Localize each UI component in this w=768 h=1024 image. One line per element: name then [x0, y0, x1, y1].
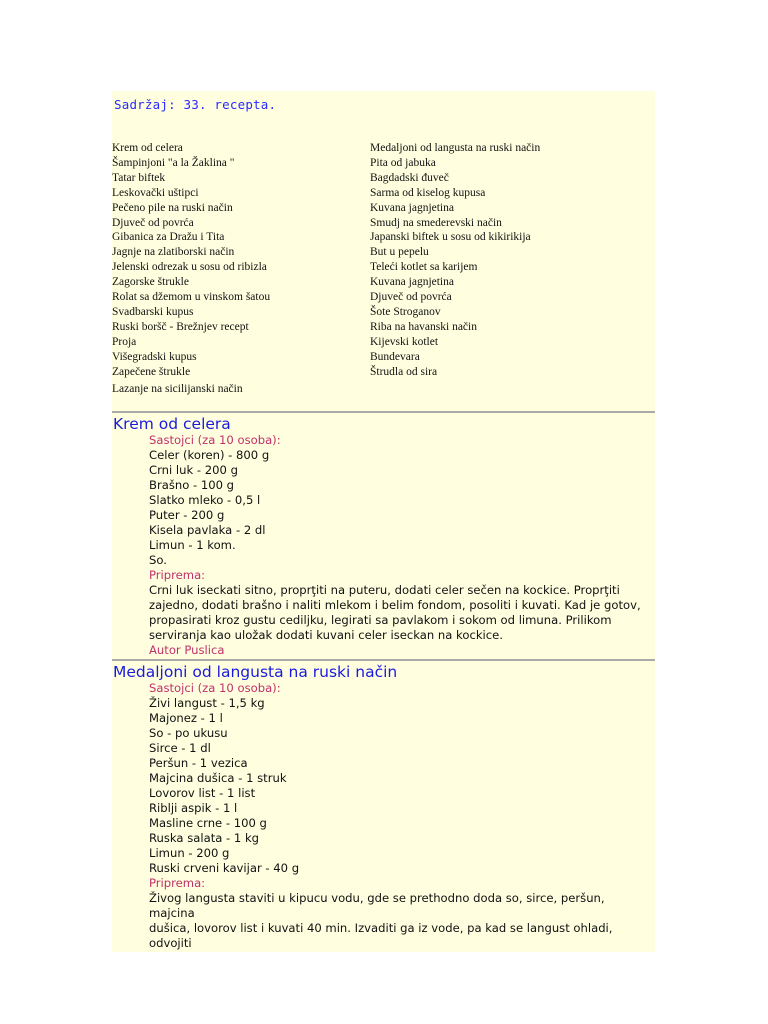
toc-link[interactable]: Kuvana jagnjetina: [370, 276, 454, 289]
ingredient-line: Slatko mleko - 0,5 l: [149, 493, 261, 507]
ingredient-line: Lovorov list - 1 list: [149, 786, 256, 800]
toc-link[interactable]: Zagorske štrukle: [112, 276, 189, 289]
toc-link[interactable]: Lazanje na sicilijanski način: [112, 382, 243, 395]
recipe-section: [112, 413, 655, 659]
ingredient-line: Majonez - 1 l: [149, 711, 223, 725]
ingredient-line: Ruska salata - 1 kg: [149, 831, 260, 845]
ingredient-line: Kisela pavlaka - 2 dl: [149, 523, 266, 537]
table-of-contents: [112, 91, 655, 411]
toc-link[interactable]: Svadbarski kupus: [112, 305, 194, 318]
toc-link[interactable]: Kijevski kotlet: [370, 335, 439, 348]
toc-link[interactable]: Jagnje na zlatiborski način: [112, 246, 235, 259]
ingredient-line: Majcina dušica - 1 struk: [149, 771, 287, 785]
toc-left-column: [112, 141, 370, 396]
prep-label: Priprema:: [149, 876, 206, 890]
toc-link[interactable]: Šampinjoni "a la Žaklina ": [112, 156, 235, 169]
ingredient-line: Živi langust - 1,5 kg: [149, 696, 265, 710]
toc-link[interactable]: Bagdadski đuveč: [370, 171, 449, 184]
toc-link[interactable]: Šote Stroganov: [370, 305, 441, 318]
ingredient-line: Ruski crveni kavijar - 40 g: [149, 861, 300, 875]
toc-link[interactable]: Gibanica za Dražu i Tita: [112, 231, 225, 244]
ingredient-line: So - po ukusu: [149, 726, 228, 740]
toc-link[interactable]: Višegradski kupus: [112, 350, 197, 363]
toc-link[interactable]: Kuvana jagnjetina: [370, 201, 454, 214]
prep-text: [149, 583, 655, 643]
ingredient-line: So.: [149, 553, 167, 567]
ingredient-line: Brašno - 100 g: [149, 478, 235, 492]
ingredients-label: Sastojci (za 10 osoba):: [149, 681, 281, 695]
toc-link[interactable]: Zapečene štrukle: [112, 365, 191, 378]
recipe-section: [112, 661, 655, 952]
prep-line: Živog langusta staviti u kipucu vodu, gde se prethodno doda so, sirce, peršun, majcina: [149, 891, 605, 920]
toc-link[interactable]: Djuveč od povrća: [112, 216, 194, 229]
toc-link[interactable]: Teleći kotlet sa karijem: [370, 261, 478, 274]
toc-link[interactable]: Djuveč od povrća: [370, 291, 452, 304]
prep-line: Crni luk iseckati sitno, proprţiti na puteru, dodati celer sečen na kockice. Proprţiti: [149, 583, 620, 597]
toc-link[interactable]: Smudj na smederevski način: [370, 216, 502, 229]
ingredient-line: Peršun - 1 vezica: [149, 756, 248, 770]
toc-link[interactable]: Bundevara: [370, 350, 420, 363]
prep-line: zajedno, dodati brašno i naliti mlekom i belim fondom, posoliti i kuvati. Kad je gotov,: [149, 598, 641, 612]
toc-right-column: [370, 141, 655, 396]
toc-link[interactable]: Medaljoni od langusta na ruski način: [370, 142, 541, 154]
recipe-title: Krem od celera: [113, 415, 231, 433]
toc-link[interactable]: Japanski biftek u sosu od kikirikija: [370, 231, 531, 244]
toc-link[interactable]: Riba na havanski način: [370, 320, 477, 333]
ingredient-line: Riblji aspik - 1 l: [149, 801, 238, 815]
document-page: [112, 91, 655, 952]
toc-link[interactable]: Štrudla od sira: [370, 365, 438, 378]
ingredient-line: Sirce - 1 dl: [149, 741, 211, 755]
ingredient-line: Puter - 200 g: [149, 508, 225, 522]
prep-line: propasirati kroz gustu cediljku, legirati sa pavlakom i sokom od limuna. Prilikom: [149, 613, 612, 627]
recipe-body: [112, 681, 655, 951]
toc-link[interactable]: Krem od celera: [112, 142, 183, 154]
ingredient-line: Limun - 1 kom.: [149, 538, 236, 552]
ingredient-line: Celer (koren) - 800 g: [149, 448, 270, 462]
toc-link[interactable]: Proja: [112, 335, 137, 348]
toc-link[interactable]: Tatar biftek: [112, 171, 166, 184]
toc-title: Sadržaj: 33. recepta.: [114, 97, 277, 112]
toc-link[interactable]: Jelenski odrezak u sosu od ribizla: [112, 261, 267, 274]
ingredients-list: [149, 448, 655, 568]
ingredient-line: Masline crne - 100 g: [149, 816, 267, 830]
toc-link[interactable]: Ruski boršč - Brežnjev recept: [112, 320, 249, 333]
toc-link[interactable]: Pečeno pile na ruski način: [112, 201, 233, 214]
recipe-author: Autor Puslica: [149, 643, 225, 657]
ingredients-list: [149, 696, 655, 876]
ingredient-line: Limun - 200 g: [149, 846, 230, 860]
prep-text: [149, 891, 655, 951]
toc-columns: [112, 141, 655, 396]
prep-label: Priprema:: [149, 568, 206, 582]
toc-link[interactable]: Pita od jabuka: [370, 156, 436, 169]
toc-link[interactable]: Sarma od kiselog kupusa: [370, 186, 486, 199]
recipe-title: Medaljoni od langusta na ruski način: [113, 663, 398, 681]
ingredient-line: Crni luk - 200 g: [149, 463, 238, 477]
toc-link[interactable]: Leskovački uštipci: [112, 186, 199, 199]
toc-link[interactable]: But u pepelu: [370, 246, 429, 259]
recipe-body: [112, 433, 655, 658]
prep-line: serviranja kao uložak dodati kuvani celer iseckan na kockice.: [149, 628, 503, 642]
prep-line: dušica, lovorov list i kuvati 40 min. Izvaditi ga iz vode, pa kad se langust ohladi, odvojiti: [149, 921, 613, 950]
toc-link[interactable]: Rolat sa džemom u vinskom šatou: [112, 291, 271, 304]
ingredients-label: Sastojci (za 10 osoba):: [149, 433, 281, 447]
